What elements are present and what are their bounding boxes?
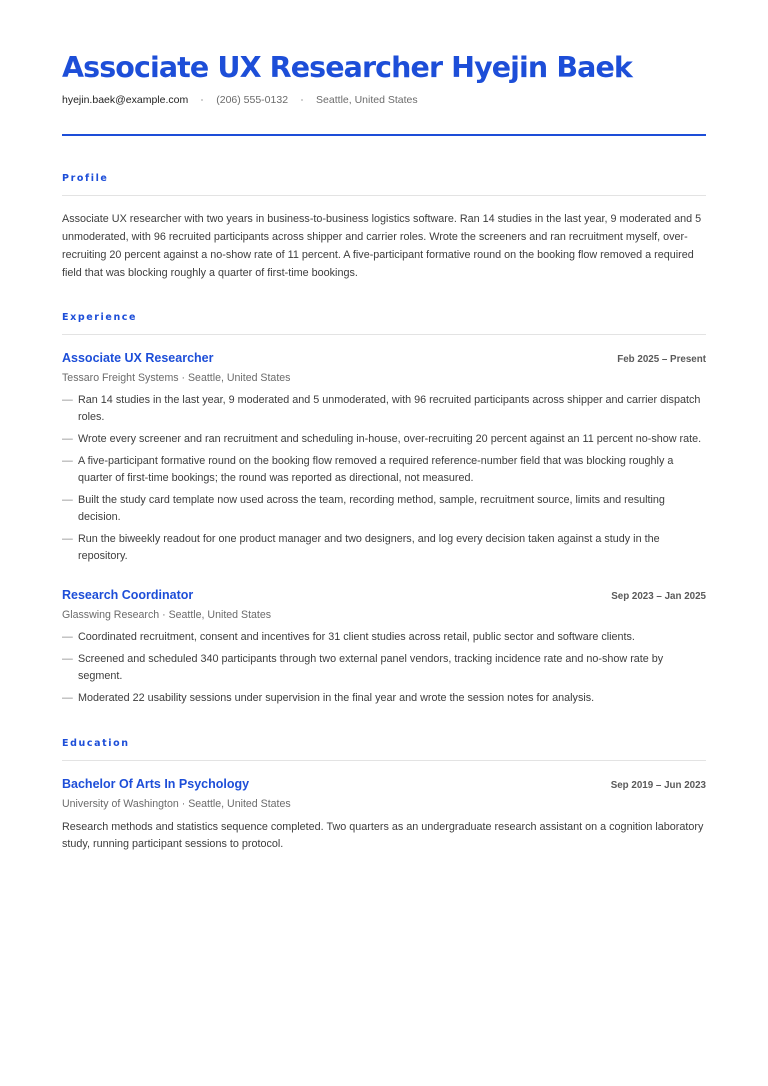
dash-bullet-icon: — (62, 433, 73, 445)
education-institution: University of Washington · Seattle, United States (62, 798, 291, 810)
bullet-text: Ran 14 studies in the last year, 9 moderated and 5 unmoderated, with 96 recruited participants across shipper and carrier dispatch roles. (78, 394, 701, 423)
profile-summary: Associate UX researcher with two years in business-to-business logistics software. Ran 14 studies in the last year, 9 moderated and 5 unmoderated, with 96 recruited participants across shipper and carrier roles. Wrote the screeners and ran recruitment myself, over-recruiting 20 percent against a no-show rate of 11 percent. A five-participant formative round on the booking flow removed a required field that was blocking roughly a quarter of first-time bookings. (62, 213, 702, 279)
dash-bullet-icon: — (62, 631, 73, 643)
separator-dot-icon (301, 99, 303, 101)
section-title-education: Education (62, 738, 130, 749)
list-item (62, 629, 706, 646)
list-item (62, 651, 706, 685)
job-dates: Feb 2025 – Present (617, 354, 706, 365)
contact-line (62, 93, 706, 107)
bullet-text: Wrote every screener and ran recruitment and scheduling in-house, over-recruiting 20 percent against an 11 percent no-show rate. (78, 433, 702, 445)
section-divider (62, 760, 706, 761)
bullet-text: Coordinated recruitment, consent and incentives for 31 client studies across retail, public sector and software clients. (78, 631, 635, 643)
bullet-text: Screened and scheduled 340 participants through two external panel vendors, tracking incidence rate and no-show rate by segment. (78, 653, 664, 682)
education-dates: Sep 2019 – Jun 2023 (610, 780, 706, 791)
dash-bullet-icon: — (62, 455, 73, 467)
job-organization: Glasswing Research · Seattle, United States (62, 609, 272, 621)
list-item (62, 453, 706, 487)
section-divider (62, 195, 706, 196)
profile-section (62, 173, 706, 282)
email-text: hyejin.baek@example.com (62, 94, 189, 106)
degree-title: Bachelor Of Arts In Psychology (62, 777, 250, 791)
bullet-text: Run the biweekly readout for one product manager and two designers, and log every decision taken against a study in the repository. (78, 533, 660, 562)
header-divider (62, 134, 706, 136)
job-entry (62, 586, 706, 707)
dash-bullet-icon: — (62, 494, 73, 506)
phone-text: (206) 555-0132 (216, 94, 289, 106)
job-header (62, 349, 706, 367)
job-title: Associate UX Researcher (62, 351, 214, 365)
dash-bullet-icon: — (62, 533, 73, 545)
list-item (62, 690, 706, 707)
section-divider (62, 334, 706, 335)
list-item (62, 392, 706, 426)
dash-bullet-icon: — (62, 692, 73, 704)
job-title: Research Coordinator (62, 588, 194, 602)
education-header (62, 775, 706, 793)
dash-bullet-icon: — (62, 394, 73, 406)
job-bullets (62, 629, 706, 707)
location-text: Seattle, United States (316, 94, 418, 106)
job-entry (62, 349, 706, 565)
list-item (62, 531, 706, 565)
job-header (62, 586, 706, 604)
separator-dot-icon (201, 99, 203, 101)
bullet-text: Moderated 22 usability sessions under supervision in the final year and wrote the session notes for analysis. (78, 692, 595, 704)
job-bullets (62, 392, 706, 565)
list-item (62, 431, 706, 448)
education-entry (62, 775, 706, 853)
job-organization: Tessaro Freight Systems · Seattle, United States (62, 372, 291, 384)
dash-bullet-icon: — (62, 653, 73, 665)
job-dates: Sep 2023 – Jan 2025 (611, 591, 706, 602)
section-title-profile: Profile (62, 173, 109, 184)
candidate-name: Associate UX Researcher Hyejin Baek (62, 51, 632, 84)
education-description: Research methods and statistics sequence completed. Two quarters as an undergraduate research assistant on a cognition laboratory study, running participant sessions to protocol. (62, 821, 704, 850)
experience-section (62, 312, 706, 707)
resume-header (62, 50, 706, 136)
bullet-text: A five-participant formative round on the booking flow removed a required reference-number field that was blocking roughly a quarter of first-time bookings; the round was reported as directional, not measured. (78, 455, 674, 484)
list-item (62, 492, 706, 526)
bullet-text: Built the study card template now used across the team, recording method, sample, recruitment source, limits and resulting decision. (78, 494, 665, 523)
education-section (62, 738, 706, 853)
section-title-experience: Experience (62, 312, 138, 323)
